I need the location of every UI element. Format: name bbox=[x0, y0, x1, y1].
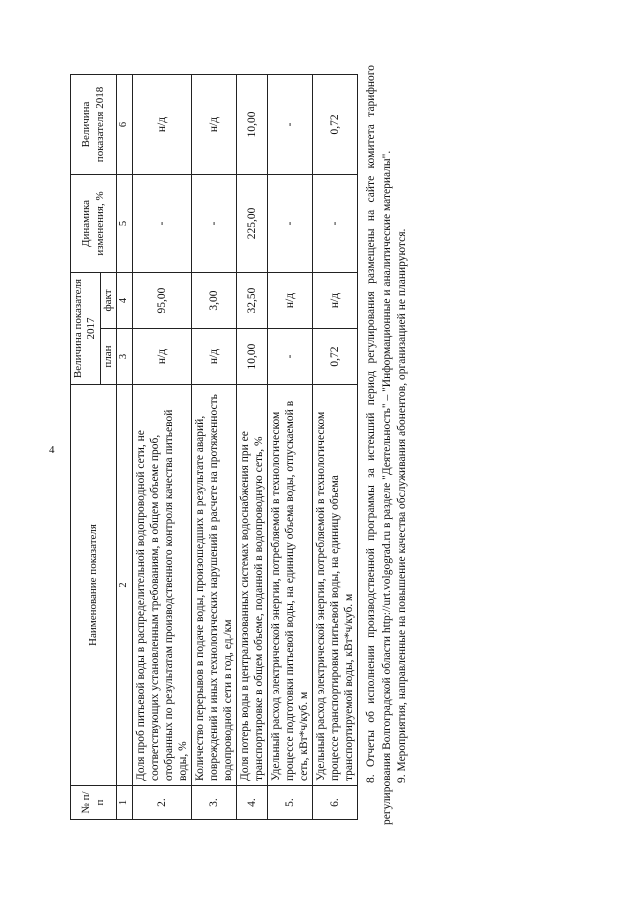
row-value-2018: 0,72 bbox=[313, 74, 358, 174]
table-row bbox=[268, 74, 313, 819]
row-indicator-name: Доля проб питьевой воды в распределительной водопроводной сети, не соответствующих установленным требованиям, в общем объеме проб, отобранных по результатам производственного контроля качества питьевой воды, % bbox=[133, 385, 192, 786]
row-fact: 95,00 bbox=[133, 272, 192, 328]
table-row bbox=[133, 74, 192, 819]
row-plan: н/д bbox=[192, 329, 237, 385]
index-cell: 4 bbox=[117, 272, 133, 328]
table-row bbox=[313, 74, 358, 819]
table-index-row bbox=[117, 74, 133, 819]
row-dynamics: - bbox=[313, 174, 358, 272]
row-plan: н/д bbox=[133, 329, 192, 385]
row-dynamics: - bbox=[133, 174, 192, 272]
row-indicator-name: Доля потерь воды в централизованных системах водоснабжения при ее транспортировке в общем объеме, поданной в водопроводную сеть, % bbox=[237, 385, 268, 786]
header-fact: факт bbox=[100, 272, 116, 328]
row-number: 5. bbox=[268, 786, 313, 820]
row-dynamics: 225,00 bbox=[237, 174, 268, 272]
row-number: 2. bbox=[133, 786, 192, 820]
header-dynamics: Динамика изменения, % bbox=[71, 174, 117, 272]
note-8: 8. Отчеты об исполнении производственной программы за истекший период регулирования размещены на сайте комитета тарифного регулирования Волгоградской области http://urt.volgograd.ru в разделе "Деятельность" – "Информационные и аналитические материалы". bbox=[365, 65, 393, 825]
index-cell: 3 bbox=[117, 329, 133, 385]
table-row bbox=[237, 74, 268, 819]
row-number: 4. bbox=[237, 786, 268, 820]
note-9: 9. Мероприятия, направленные на повышение качества обслуживания абонентов, организацией не планируются. bbox=[396, 228, 409, 783]
row-fact: н/д bbox=[313, 272, 358, 328]
row-fact: 3,00 bbox=[192, 272, 237, 328]
row-dynamics: - bbox=[192, 174, 237, 272]
row-indicator-name: Количество перерывов в подаче воды, произошедших в результате аварий, повреждений и иных технологических нарушений в расчете на протяженность водопроводной сети в год, ед./км bbox=[192, 385, 237, 786]
index-cell: 1 bbox=[117, 786, 133, 820]
row-value-2018: н/д bbox=[133, 74, 192, 174]
table-header-row bbox=[71, 74, 101, 819]
header-plan: план bbox=[100, 329, 116, 385]
row-indicator-name: Удельный расход электрической энергии, потребляемой в технологическом процессе транспортировки питьевой воды, на единицу объема транспортируемой воды, кВт*ч/куб. м bbox=[313, 385, 358, 786]
index-cell: 5 bbox=[117, 174, 133, 272]
header-number: № п/п bbox=[71, 786, 117, 820]
row-dynamics: - bbox=[268, 174, 313, 272]
row-number: 3. bbox=[192, 786, 237, 820]
index-cell: 2 bbox=[117, 385, 133, 786]
row-indicator-name: Удельный расход электрической энергии, потребляемой в технологическом процессе подготовки питьевой воды, на единицу объема воды, отпускаемой в сеть, кВт*ч/куб. м bbox=[268, 385, 313, 786]
row-fact: н/д bbox=[268, 272, 313, 328]
header-indicator-name: Наименование показателя bbox=[71, 385, 117, 786]
row-value-2018: н/д bbox=[192, 74, 237, 174]
row-number: 6. bbox=[313, 786, 358, 820]
page-number: 4 bbox=[49, 444, 55, 456]
row-plan: - bbox=[268, 329, 313, 385]
row-value-2018: - bbox=[268, 74, 313, 174]
row-plan: 10,00 bbox=[237, 329, 268, 385]
notes-section bbox=[364, 65, 411, 825]
table-row bbox=[192, 74, 237, 819]
row-fact: 32,50 bbox=[237, 272, 268, 328]
header-value-2017: Величина показателя 2017 bbox=[71, 272, 101, 384]
indicators-table bbox=[70, 74, 358, 820]
header-value-2018: Величина показателя 2018 bbox=[71, 74, 117, 174]
index-cell: 6 bbox=[117, 74, 133, 174]
row-value-2018: 10,00 bbox=[237, 74, 268, 174]
row-plan: 0,72 bbox=[313, 329, 358, 385]
